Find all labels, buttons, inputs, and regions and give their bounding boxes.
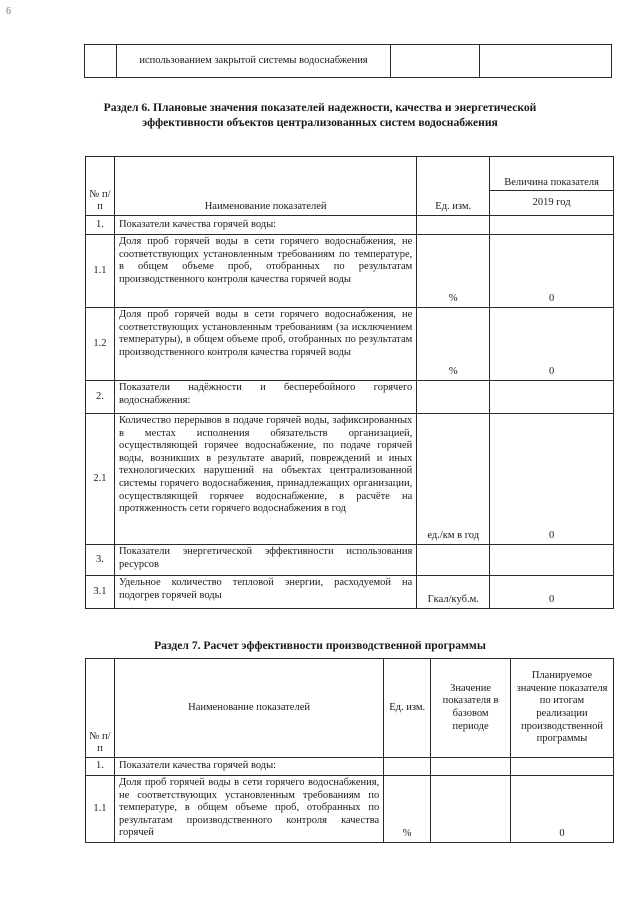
- row-name: Количество перерывов в подаче горячей воды, зафиксированных в местах исполнения обязательств организацией, осуществляющей горячее водоснабжение, по подаче горячей воды, возникших в результате аварий, повреждений и иных технологических нарушений на объектах централизованной системы горячего водоснабжения, принадлежащих организации, осуществляющей горячее водоснабжение, в расчёте на протяженность сети горячего водоснабжения в год: [114, 414, 416, 545]
- row-value: [490, 545, 614, 576]
- row-value: 0: [490, 308, 614, 381]
- section7-table: [85, 658, 614, 843]
- row-unit: %: [384, 776, 431, 843]
- section6-heading-line2: эффективности объектов централизованных систем водоснабжения: [142, 116, 498, 129]
- table-row: [86, 576, 614, 609]
- row-unit: ед./км в год: [417, 414, 490, 545]
- table-row: [86, 235, 614, 308]
- row-num: 1.2: [86, 308, 115, 381]
- row-unit: Гкал/куб.м.: [417, 576, 490, 609]
- row-value: 0: [490, 414, 614, 545]
- page-mark: 6: [6, 6, 11, 17]
- table-row: [85, 45, 612, 78]
- header-num: № п/п: [86, 659, 115, 758]
- header-value-group: Величина показателя: [490, 157, 614, 191]
- section6-table: [85, 156, 614, 609]
- row-base: [431, 776, 511, 843]
- row-base: [431, 758, 511, 776]
- row-unit: [417, 216, 490, 235]
- row-num: 1.: [86, 758, 115, 776]
- table-row: [86, 776, 614, 843]
- row-planned: 0: [511, 776, 614, 843]
- row-name: Удельное количество тепловой энергии, расходуемой на подогрев горячей воды: [114, 576, 416, 609]
- row-planned: [511, 758, 614, 776]
- row-unit: [417, 545, 490, 576]
- row-name: Доля проб горячей воды в сети горячего водоснабжения, не соответствующих установленным требованиям по температуре, в общем объеме проб, отобранных по результатам производственного контроля качества горячей: [114, 776, 383, 843]
- row-value: 0: [490, 576, 614, 609]
- row-unit: [384, 758, 431, 776]
- row-name: Показатели надёжности и бесперебойного горячего водоснабжения:: [114, 381, 416, 414]
- row-unit: %: [417, 308, 490, 381]
- table-cell-unit: [391, 45, 480, 78]
- section6-heading-line1: Раздел 6. Плановые значения показателей надежности, качества и энергетической: [103, 101, 537, 114]
- row-num: 3.: [86, 545, 115, 576]
- row-num: 3.1: [86, 576, 115, 609]
- row-num: 2.: [86, 381, 115, 414]
- row-name: Доля проб горячей воды в сети горячего водоснабжения, не соответствующих установленным требованиям по температуре, в общем объеме проб, отобранных по результатам производственного контроля качества горячей воды: [114, 235, 416, 308]
- row-num: 1.1: [86, 776, 115, 843]
- section6-heading: [70, 100, 570, 130]
- table-cell-name: использованием закрытой системы водоснабжения: [116, 45, 391, 78]
- row-name: Показатели энергетической эффективности использования ресурсов: [114, 545, 416, 576]
- row-unit: [417, 381, 490, 414]
- table-header-row: [86, 157, 614, 191]
- table-cell-value: [480, 45, 612, 78]
- header-year: 2019 год: [490, 191, 614, 216]
- row-num: 1.1: [86, 235, 115, 308]
- row-name: Показатели качества горячей воды:: [114, 216, 416, 235]
- row-name: Показатели качества горячей воды:: [114, 758, 383, 776]
- row-value: 0: [490, 235, 614, 308]
- header-unit: Ед. изм.: [384, 659, 431, 758]
- top-fragment-table: [84, 44, 612, 78]
- table-row: [86, 381, 614, 414]
- table-row: [86, 216, 614, 235]
- header-num: № п/п: [86, 157, 115, 216]
- table-row: [86, 308, 614, 381]
- row-value: [490, 216, 614, 235]
- table-row: [86, 758, 614, 776]
- row-value: [490, 381, 614, 414]
- header-name: Наименование показателей: [114, 157, 416, 216]
- row-name: Доля проб горячей воды в сети горячего водоснабжения, не соответствующих установленным требованиям (за исключением температуры), в общем объеме проб, отобранных по результатам производственного контроля качества горячей воды: [114, 308, 416, 381]
- header-name: Наименование показателей: [114, 659, 383, 758]
- row-num: 1.: [86, 216, 115, 235]
- header-planned: Планируемое значение показателя по итогам реализации производственной программы: [511, 659, 614, 758]
- header-base: Значение показателя в базовом периоде: [431, 659, 511, 758]
- table-row: [86, 545, 614, 576]
- table-header-row: [86, 659, 614, 758]
- row-num: 2.1: [86, 414, 115, 545]
- header-unit: Ед. изм.: [417, 157, 490, 216]
- row-unit: %: [417, 235, 490, 308]
- table-cell-num: [85, 45, 117, 78]
- table-row: [86, 414, 614, 545]
- section7-heading: Раздел 7. Расчет эффективности производственной программы: [154, 639, 486, 652]
